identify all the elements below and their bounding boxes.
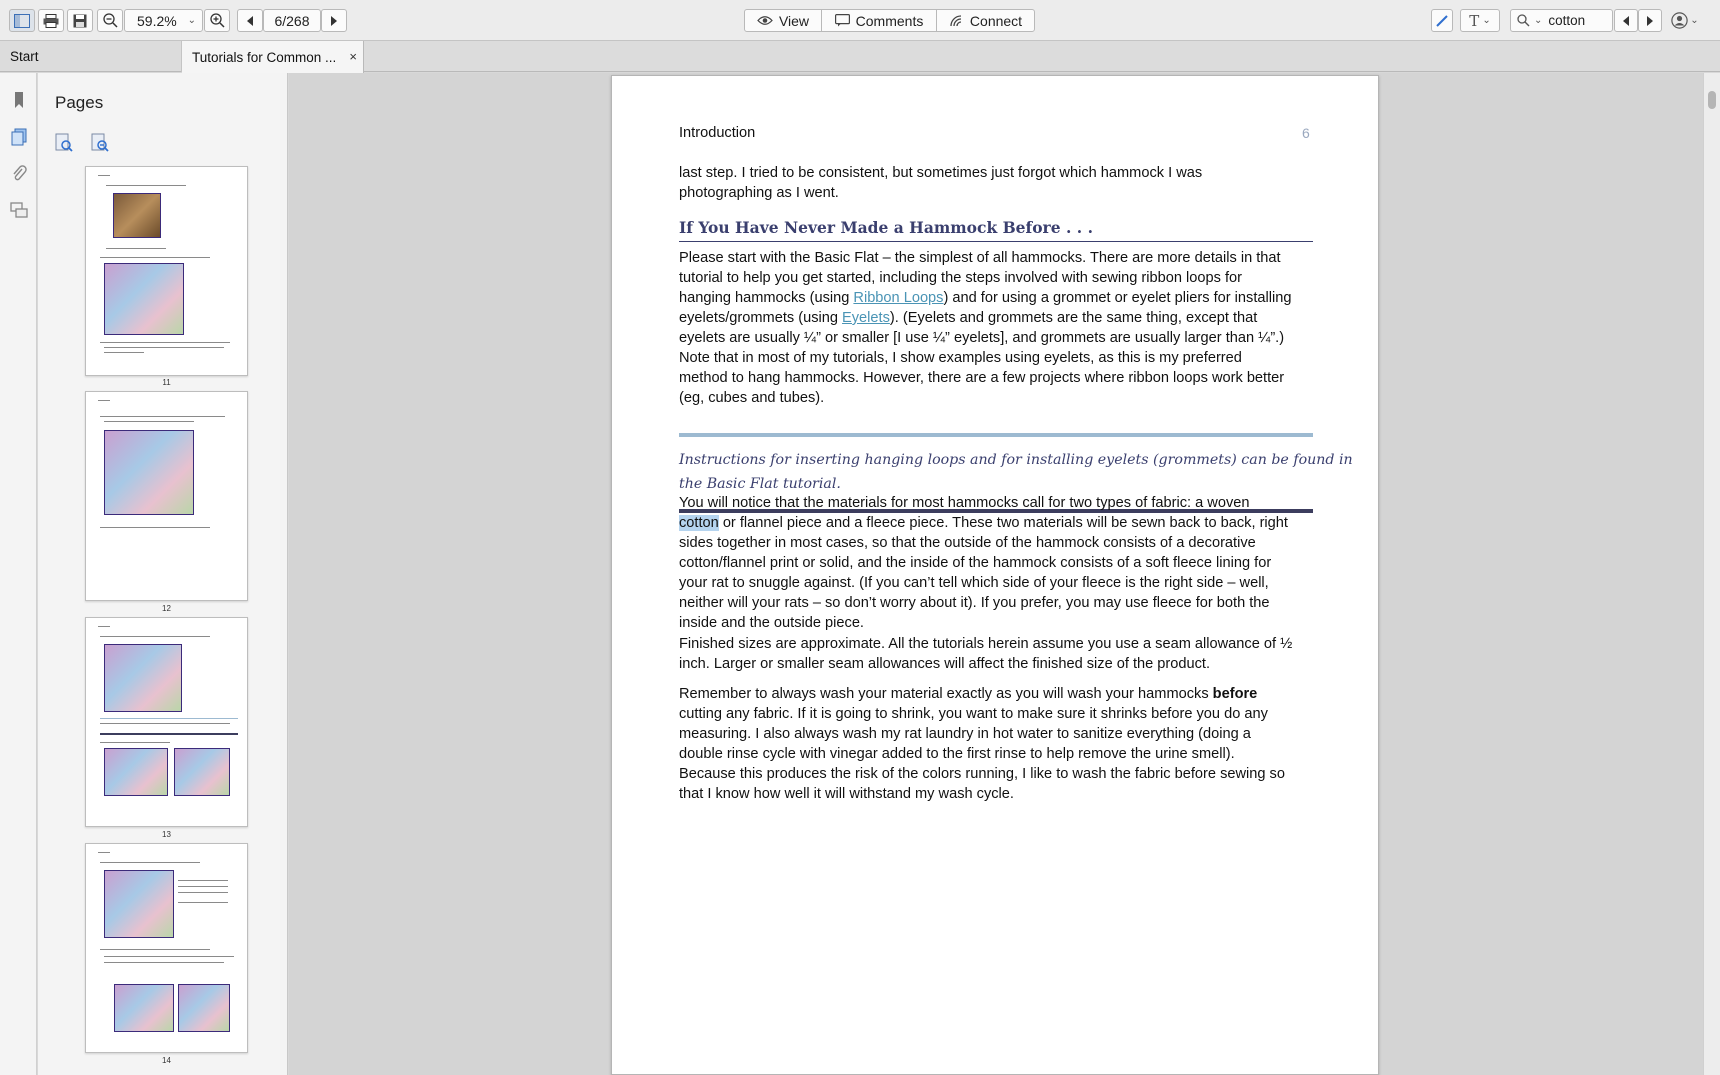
- search-prev-button[interactable]: [1614, 9, 1638, 32]
- pages-panel-title: Pages: [55, 93, 104, 112]
- pdf-page: [611, 75, 1379, 1075]
- search-next-button[interactable]: [1638, 9, 1662, 32]
- running-header-page-number: 6: [1302, 125, 1310, 141]
- connect-icon: [949, 14, 964, 27]
- text-line: method to hang hammocks. However, there are a few projects where ribbon loops work better: [679, 370, 1285, 386]
- paragraph-fabric-types: [679, 493, 1319, 633]
- bold-text: before: [1212, 686, 1258, 702]
- page-number-field[interactable]: [263, 9, 321, 32]
- eye-icon: [757, 15, 773, 26]
- text-line: Note that in most of my tutorials, I show examples using eyelets, as this is my preferred: [679, 350, 1242, 366]
- bookmark-icon[interactable]: [10, 91, 28, 109]
- account-menu[interactable]: [1668, 9, 1702, 32]
- zoom-value: 59.2%: [137, 12, 177, 29]
- next-page-button[interactable]: [321, 9, 347, 32]
- mode-segmented-control: [744, 9, 1035, 32]
- search-highlight: cotton: [679, 515, 719, 531]
- zoom-in-icon: [210, 13, 225, 28]
- text-run: ). (Eyelets and grommets are the same thing, except that: [889, 310, 1258, 326]
- scrollbar-thumb[interactable]: [1708, 91, 1716, 109]
- text-line: measuring. I also always wash my rat laundry in hot water to sanitize everything (doing a: [679, 726, 1251, 742]
- prev-page-icon: [246, 16, 254, 26]
- tab-document[interactable]: [182, 41, 364, 73]
- chevron-down-icon: ⌄: [1690, 15, 1699, 26]
- note-top-rule: [679, 433, 1313, 437]
- zoom-out-icon: [103, 13, 118, 28]
- save-button[interactable]: [67, 9, 93, 32]
- main-toolbar: [0, 0, 1720, 41]
- comments-icon: [835, 14, 850, 27]
- zoom-in-button[interactable]: [204, 9, 230, 32]
- page-thumbnail-11-number: 11: [162, 378, 171, 387]
- layers-icon[interactable]: [10, 201, 28, 219]
- prev-result-icon: [1622, 16, 1630, 26]
- user-icon: [1671, 12, 1688, 29]
- close-icon[interactable]: ×: [349, 49, 357, 64]
- text-line: Because this produces the risk of the colors running, I like to wash the fabric before sewing so: [679, 766, 1285, 782]
- text-line: (eg, cubes and tubes).: [679, 390, 825, 406]
- page-thumbnail-13-number: 13: [162, 830, 171, 839]
- view-button[interactable]: [745, 10, 822, 31]
- pen-icon: [1435, 14, 1449, 28]
- text-line: inch. Larger or smaller seam allowances will affect the finished size of the product.: [679, 656, 1211, 672]
- sidebar-toggle-button[interactable]: [9, 9, 35, 32]
- text-line: cotton/flannel print or solid, and the inside of the hammock consists of a soft fleece lining for: [679, 555, 1272, 571]
- zoom-in-thumbnails-icon[interactable]: [54, 133, 74, 153]
- view-label: View: [778, 12, 810, 29]
- page-thumbnail-11[interactable]: [85, 166, 248, 376]
- text-line: [679, 513, 1319, 533]
- paragraph-washing: [679, 684, 1319, 804]
- left-icon-rail: [0, 73, 37, 1075]
- text-line: that I know how well it will withstand my wash cycle.: [679, 786, 1014, 802]
- prev-page-button[interactable]: [237, 9, 263, 32]
- text-line: Finished sizes are approximate. All the tutorials herein assume you use a seam allowance of ½: [679, 636, 1293, 652]
- zoom-out-button[interactable]: [97, 9, 123, 32]
- pen-tool-button[interactable]: [1431, 9, 1453, 32]
- tab-document-label: Tutorials for Common ...: [192, 49, 337, 65]
- page-thumbnail-14[interactable]: [85, 843, 248, 1053]
- chevron-down-icon: ⌄: [1534, 15, 1543, 26]
- paragraph-basic-flat: [679, 248, 1319, 408]
- search-value: cotton: [1548, 13, 1586, 28]
- text-line: You will notice that the materials for most hammocks call for two types of fabric: a woven: [679, 495, 1250, 511]
- text-line: tutorial to help you get started, including the steps involved with sewing ribbon loops for: [679, 270, 1242, 286]
- pages-icon[interactable]: [10, 128, 28, 146]
- search-icon: [1517, 14, 1530, 27]
- ribbon-loops-link[interactable]: Ribbon Loops: [853, 290, 944, 306]
- text-run: hanging hammocks (using: [679, 290, 854, 306]
- text-line: your rat to snuggle against. (If you can’t tell which side of your fleece is the right side – well,: [679, 575, 1269, 591]
- document-viewport[interactable]: [289, 73, 1703, 1075]
- text-run: or flannel piece and a fleece piece. These two materials will be sewn back to back, right: [718, 515, 1288, 531]
- text-line: [679, 684, 1319, 704]
- text-line: Please start with the Basic Flat – the simplest of all hammocks. There are more details in that: [679, 250, 1281, 266]
- text-line: last step. I tried to be consistent, but sometimes just forgot which hammock I was: [679, 165, 1203, 181]
- vertical-scrollbar[interactable]: [1703, 73, 1720, 1075]
- zoom-select[interactable]: [124, 9, 203, 32]
- print-button[interactable]: [38, 9, 64, 32]
- paragraph-intro-end: [679, 163, 1319, 203]
- section-heading: If You Have Never Made a Hammock Before . . .: [679, 218, 1093, 237]
- text-run: Remember to always wash your material exactly as you will wash your hammocks: [679, 686, 1213, 702]
- text-run: eyelets/grommets (using: [679, 310, 843, 326]
- text-tool-button[interactable]: [1460, 9, 1500, 32]
- page-thumbnail-13[interactable]: [85, 617, 248, 827]
- text-line: sides together in most cases, so that the outside of the hammock consists of a decorative: [679, 535, 1256, 551]
- page-number-value: 6/268: [274, 12, 310, 29]
- text-line: [679, 288, 1319, 308]
- paragraph-finished-sizes: [679, 634, 1319, 674]
- text-line: photographing as I went.: [679, 185, 839, 201]
- text-line: inside and the outside piece.: [679, 615, 864, 631]
- text-line: the Basic Flat tutorial.: [679, 476, 841, 492]
- text-line: double rinse cycle with vinegar added to the first rinse to help remove the urine smell).: [679, 746, 1235, 762]
- chevron-down-icon: ⌄: [1482, 15, 1491, 26]
- zoom-out-thumbnails-icon[interactable]: [90, 133, 110, 153]
- comments-label: Comments: [855, 12, 924, 29]
- text-run: ) and for using a grommet or eyelet pliers for installing: [943, 290, 1292, 306]
- tab-bar: [0, 41, 1720, 72]
- note-box-text: [679, 448, 1353, 496]
- connect-label: Connect: [969, 12, 1023, 29]
- text-line: [679, 308, 1319, 328]
- heading-rule: [679, 241, 1313, 242]
- chevron-down-icon: ⌄: [187, 15, 196, 26]
- tab-start[interactable]: [0, 41, 182, 72]
- comments-button[interactable]: [822, 10, 937, 31]
- attachment-icon[interactable]: [10, 165, 28, 183]
- pages-panel: [38, 73, 288, 1075]
- page-thumbnail-14-number: 14: [162, 1056, 171, 1065]
- running-header-title: Introduction: [679, 125, 756, 141]
- page-thumbnail-12-number: 12: [162, 604, 171, 613]
- save-icon: [73, 14, 87, 28]
- text-line: cutting any fabric. If it is going to shrink, you want to make sure it shrinks before you do any: [679, 706, 1268, 722]
- print-icon: [43, 14, 59, 28]
- connect-button[interactable]: [937, 10, 1034, 31]
- eyelets-link[interactable]: Eyelets: [842, 310, 890, 326]
- next-result-icon: [1646, 16, 1654, 26]
- text-line: neither will your rats – so don’t worry about it). If you prefer, you may use fleece for both the: [679, 595, 1270, 611]
- page-thumbnail-12[interactable]: [85, 391, 248, 601]
- text-tool-icon: T: [1469, 11, 1480, 30]
- tab-start-label: Start: [10, 49, 39, 64]
- sidebar-toggle-icon: [14, 14, 30, 28]
- next-page-icon: [330, 16, 338, 26]
- text-line: eyelets are usually ¼” or smaller [I use ¼” eyelets], and grommets are usually larger than ¼”.): [679, 330, 1285, 346]
- text-line: Instructions for inserting hanging loops and for installing eyelets (grommets) can be found in: [679, 452, 1353, 468]
- search-field[interactable]: [1510, 9, 1613, 32]
